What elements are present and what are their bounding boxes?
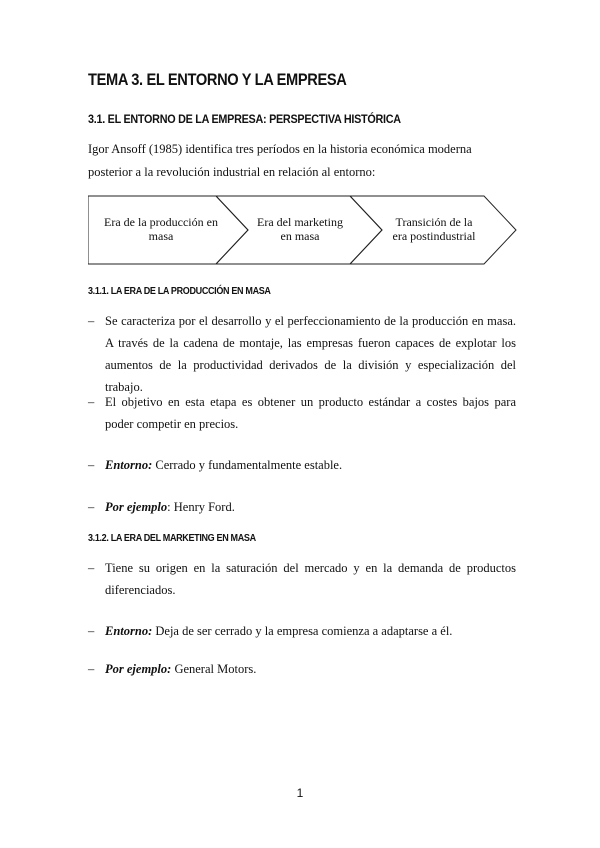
section-title: 3.1. EL ENTORNO DE LA EMPRESA: PERSPECTIVA HISTÓRICA (88, 112, 401, 126)
bullet-dash: – (88, 314, 95, 328)
page-number: 1 (296, 786, 304, 800)
list-item-text: General Motors. (171, 662, 257, 676)
list-item-label: Entorno: (105, 458, 153, 472)
list-item (88, 391, 516, 435)
list-item-label: Entorno: (105, 624, 153, 638)
document-title: TEMA 3. EL ENTORNO Y LA EMPRESA (88, 70, 347, 89)
bullet-dash: – (88, 458, 95, 472)
list-item (88, 658, 516, 680)
list-item-text: Deja de ser cerrado y la empresa comienza a adaptarse a él. (152, 624, 453, 638)
list-item-text: El objetivo en esta etapa es obtener un producto estándar a costes bajos para poder competir en precios. (105, 395, 516, 431)
bullet-dash: – (88, 500, 95, 514)
list-item (88, 310, 516, 398)
subsection-title-2: 3.1.2. LA ERA DEL MARKETING EN MASA (88, 532, 256, 544)
flow-step-1-line1: Era de la producción en (104, 215, 218, 229)
list-item-label: Por ejemplo: (105, 662, 172, 676)
flow-step-2-line1: Era del marketing (257, 215, 343, 229)
flow-step-3-line2: era postindustrial (392, 229, 476, 243)
flow-step-1-line2: masa (148, 229, 174, 243)
list-item (88, 557, 516, 601)
bullet-dash: – (88, 662, 95, 676)
periods-flow-diagram (88, 195, 518, 270)
intro-paragraph: Igor Ansoff (1985) identifica tres períodos en la historia económica moderna posterior a la revolución industrial en relación al entorno: (88, 142, 472, 179)
flow-step-2-line2: en masa (280, 229, 320, 243)
list-item-label: Por ejemplo (105, 500, 168, 514)
list-item-text: Cerrado y fundamentalmente estable. (152, 458, 343, 472)
list-item (88, 620, 516, 642)
list-item-text: Se caracteriza por el desarrollo y el perfeccionamiento de la producción en masa. A través de la cadena de montaje, las empresas fueron capaces de explotar los aumentos de la productividad derivados de la división y especialización del trabajo. (105, 314, 516, 394)
flow-step-3-line1: Transición de la (395, 215, 473, 229)
bullet-dash: – (88, 395, 95, 409)
bullet-dash: – (88, 561, 95, 575)
bullet-dash: – (88, 624, 95, 638)
list-item-text: Tiene su origen en la saturación del mercado y en la demanda de productos diferenciados. (105, 561, 516, 597)
flow-svg (88, 195, 518, 265)
list-item (88, 454, 516, 476)
subsection-title-1: 3.1.1. LA ERA DE LA PRODUCCIÓN EN MASA (88, 285, 271, 297)
list-item (88, 496, 516, 518)
list-item-text: : Henry Ford. (167, 500, 235, 514)
